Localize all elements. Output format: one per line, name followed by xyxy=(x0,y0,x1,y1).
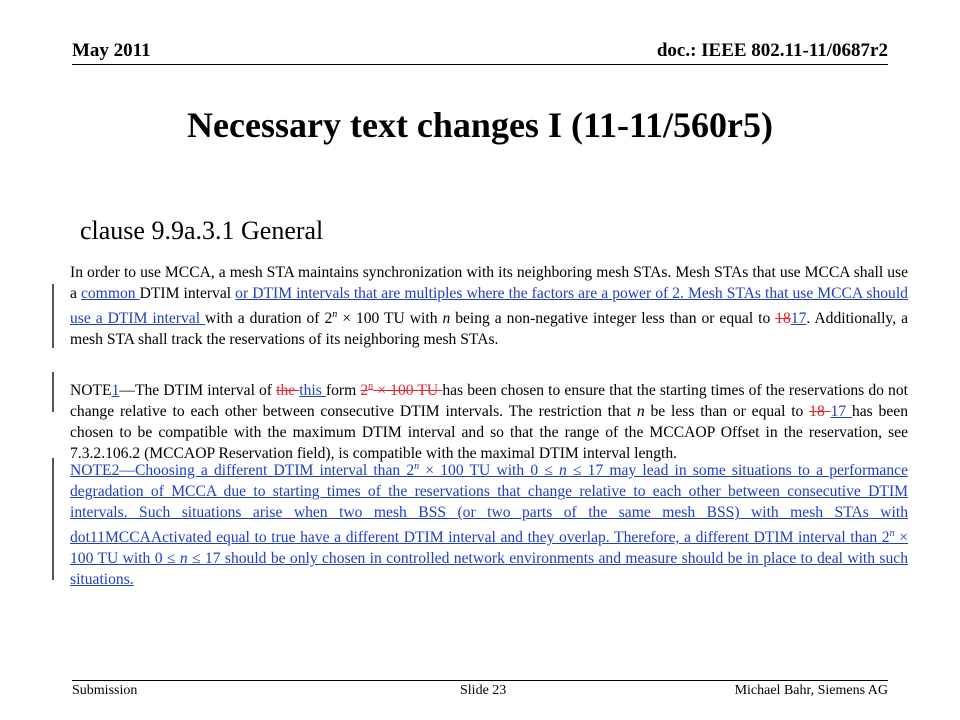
header-rule xyxy=(72,64,888,65)
inserted-text: this xyxy=(299,382,326,400)
inserted-text: or DTIM intervals that are multiples where the factors are a power of 2. Mesh STAs that use MCCA should use a DTIM interval xyxy=(70,285,908,328)
clause-heading: clause 9.9a.3.1 General xyxy=(80,216,324,245)
header-doc-id: doc.: IEEE 802.11-11/0687r2 xyxy=(656,40,888,61)
excerpt-paragraph-1: In order to use MCCA, a mesh STA maintains synchronization with its neighboring mesh STAs. Mesh STAs that use MCCA shall use a common DTIM interval or DTIM intervals that are multiples where the factors are a power of 2. Mesh STAs that use MCCA should use a DTIM interval with a duration of $2^n \times 100$ TU with n being a non-negative integer less than or equal to 1817. Additionally, a mesh STA shall track the reservations of its neighboring mesh STAs. xyxy=(70,264,908,349)
deleted-text: 18 xyxy=(775,310,791,328)
inserted-text: 17 xyxy=(830,403,852,421)
inserted-text: common xyxy=(80,285,140,302)
deleted-text: the xyxy=(276,382,300,400)
change-bar xyxy=(52,284,54,348)
footer-submission: Submission xyxy=(72,683,138,698)
excerpt-paragraph-note2: NOTE2—Choosing a different DTIM interval than $2^n \times 100$ TU with 0 ≤ n ≤ 17 may lead in some situations to a performance degradation of MCCA due to starting times of the reservations that change relative to each other between consecutive DTIM intervals. Such situations arise when two mesh BSS (or two parts of the same mesh BSS) with mesh STAs with dot11MCCAActivated equal to true have a different DTIM interval and they overlap. Therefore, a different DTIM interval than $2^n \times 100$ TU with 0 ≤ n ≤ 17 should be only chosen in controlled network environments and measure should be in place to deal with such situations. xyxy=(70,461,908,589)
excerpt-paragraph-note1: NOTE1—The DTIM interval of the this form $2^n \times 100$ TU has been chosen to ensure that the starting times of the reservations do not change relative to each other between consecutive DTIM intervals. The restriction that n be less than or equal to 18 17 has been chosen to be compatible with the maximum DTIM interval and so that the range of the MCCAOP Offset in the reservation, see 7.3.2.106.2 (MCCAOP Reservation field), is compatible with the maximal DTIM interval length. xyxy=(70,381,908,463)
footer-rule xyxy=(72,680,888,681)
change-bar xyxy=(52,372,54,412)
change-bar xyxy=(52,458,54,580)
deleted-text: $2^n \times 100$ TU xyxy=(360,381,443,400)
footer-slide-number: Slide 23 xyxy=(460,683,507,698)
slide-title: Necessary text changes I (11-11/560r5) xyxy=(187,105,773,145)
inserted-text: 17 xyxy=(790,310,807,328)
inserted-text: 1 xyxy=(111,382,120,400)
header-date: May 2011 xyxy=(72,40,151,61)
deleted-text: 18 xyxy=(809,403,831,421)
footer-author: Michael Bahr, Siemens AG xyxy=(734,683,888,698)
